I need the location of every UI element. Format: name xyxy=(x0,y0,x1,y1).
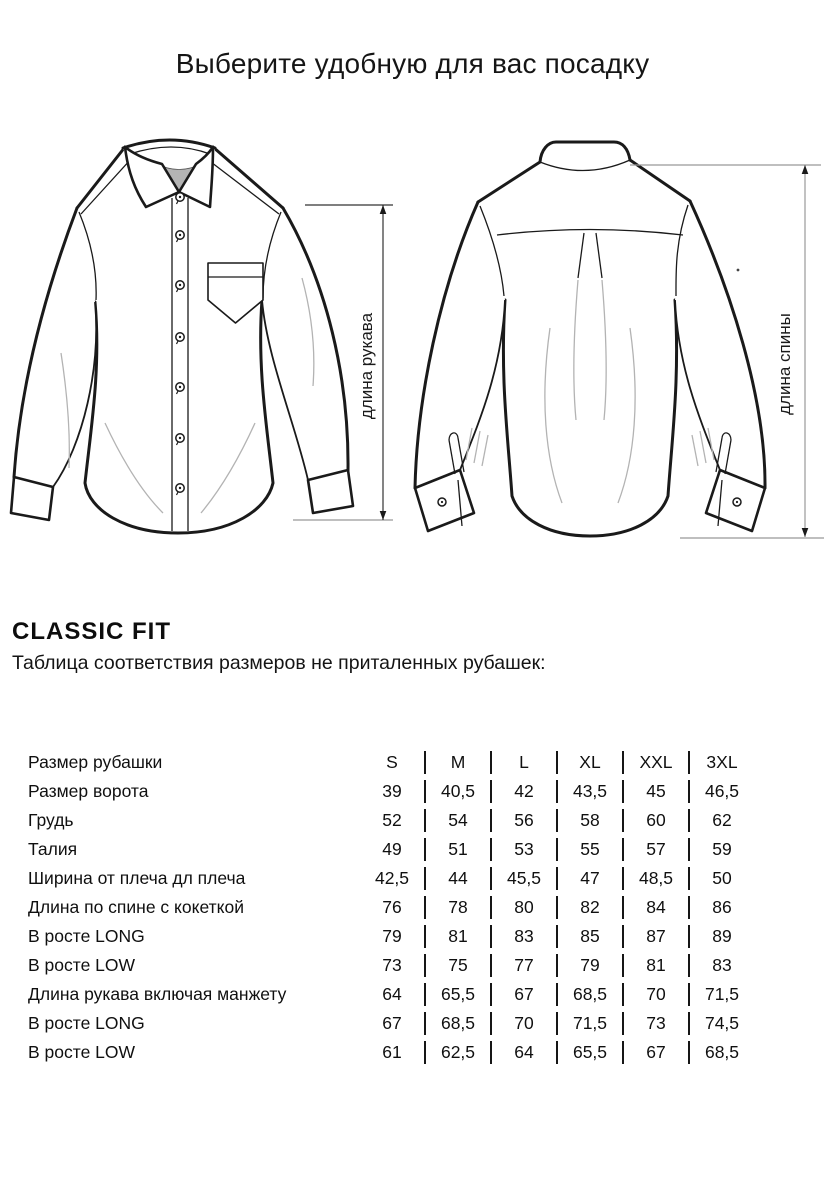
shirt-front-drawing xyxy=(5,128,400,578)
page-title: Выберите удобную для вас посадку xyxy=(175,48,650,79)
size-value-cell: 86 xyxy=(689,893,755,922)
stray-dot xyxy=(737,269,740,272)
size-value-cell: 50 xyxy=(689,864,755,893)
back-length-label: длина спины xyxy=(775,313,794,415)
size-value-cell: 60 xyxy=(623,806,689,835)
size-value-cell: 84 xyxy=(623,893,689,922)
size-value-cell: 55 xyxy=(557,835,623,864)
row-label: Талия xyxy=(28,839,78,859)
row-label: В росте LONG xyxy=(28,926,145,946)
front-left-sleeve xyxy=(11,208,96,520)
size-value-cell: 61 xyxy=(382,1042,402,1062)
size-table-row xyxy=(0,1038,755,1067)
size-column-header: S xyxy=(386,752,398,772)
size-value-cell: 82 xyxy=(557,893,623,922)
size-value-cell: 53 xyxy=(491,835,557,864)
fit-heading: CLASSIC FIT xyxy=(12,618,171,645)
size-value-cell: 42,5 xyxy=(374,868,410,888)
size-value-cell: 80 xyxy=(491,893,557,922)
size-value-cell: 58 xyxy=(557,806,623,835)
size-value-cell: 77 xyxy=(491,951,557,980)
size-value-cell: 68,5 xyxy=(557,980,623,1009)
size-value-cell: 62,5 xyxy=(425,1038,491,1067)
size-value-cell: 89 xyxy=(689,922,755,951)
size-value-cell: 45 xyxy=(623,777,689,806)
size-value-cell: 40,5 xyxy=(425,777,491,806)
size-column-header: XL xyxy=(557,748,623,777)
row-label: Ширина от плеча дл плеча xyxy=(28,868,246,888)
size-value-cell: 83 xyxy=(491,922,557,951)
size-value-cell: 73 xyxy=(623,1009,689,1038)
size-value-cell: 59 xyxy=(689,835,755,864)
front-right-sleeve xyxy=(262,208,353,513)
shirt-front-svg xyxy=(5,128,400,573)
size-value-cell: 87 xyxy=(623,922,689,951)
size-value-cell: 75 xyxy=(425,951,491,980)
back-right-sleeve xyxy=(675,201,765,531)
size-value-cell: 68,5 xyxy=(689,1038,755,1067)
size-value-cell: 79 xyxy=(557,951,623,980)
size-value-cell: 85 xyxy=(557,922,623,951)
shirt-back-drawing xyxy=(400,128,825,578)
size-value-cell: 67 xyxy=(491,980,557,1009)
size-value-cell: 81 xyxy=(623,951,689,980)
size-table-row xyxy=(0,835,755,864)
size-value-cell: 42 xyxy=(491,777,557,806)
size-value-cell: 39 xyxy=(382,781,402,801)
size-value-cell: 46,5 xyxy=(689,777,755,806)
size-value-cell: 52 xyxy=(382,810,402,830)
size-table-row xyxy=(0,1009,755,1038)
size-value-cell: 70 xyxy=(491,1009,557,1038)
size-value-cell: 57 xyxy=(623,835,689,864)
size-table-row xyxy=(0,777,755,806)
size-table-row xyxy=(0,864,755,893)
row-label: Размер ворота xyxy=(28,781,149,801)
size-value-cell: 49 xyxy=(382,839,402,859)
size-value-cell: 83 xyxy=(689,951,755,980)
size-table-body xyxy=(0,748,755,1067)
size-value-cell: 71,5 xyxy=(689,980,755,1009)
size-value-cell: 48,5 xyxy=(623,864,689,893)
size-value-cell: 67 xyxy=(623,1038,689,1067)
table-caption: Таблица соответствия размеров не приталенных рубашек: xyxy=(12,652,546,674)
size-value-cell: 74,5 xyxy=(689,1009,755,1038)
size-value-cell: 78 xyxy=(425,893,491,922)
size-value-cell: 67 xyxy=(382,1013,402,1033)
size-value-cell: 64 xyxy=(491,1038,557,1067)
row-label: Длина рукава включая манжету xyxy=(28,984,287,1004)
size-value-cell: 73 xyxy=(382,955,402,975)
size-table-row xyxy=(0,893,755,922)
size-table-row xyxy=(0,922,755,951)
size-value-cell: 81 xyxy=(425,922,491,951)
row-label: В росте LOW xyxy=(28,1042,136,1062)
size-column-header: M xyxy=(425,748,491,777)
size-table-row xyxy=(0,806,755,835)
size-value-cell: 68,5 xyxy=(425,1009,491,1038)
size-value-cell: 70 xyxy=(623,980,689,1009)
sleeve-length-label: длина рукава xyxy=(357,312,376,420)
size-value-cell: 45,5 xyxy=(491,864,557,893)
size-value-cell: 65,5 xyxy=(557,1038,623,1067)
row-label: Грудь xyxy=(28,810,74,830)
size-column-header: 3XL xyxy=(689,748,755,777)
size-table xyxy=(0,748,755,1067)
size-value-cell: 76 xyxy=(382,897,402,917)
size-table-header-row xyxy=(0,748,755,777)
size-value-cell: 51 xyxy=(425,835,491,864)
size-value-cell: 47 xyxy=(557,864,623,893)
size-table-row xyxy=(0,980,755,1009)
size-value-cell: 64 xyxy=(382,984,402,1004)
size-value-cell: 79 xyxy=(382,926,402,946)
row-label: В росте LOW xyxy=(28,955,136,975)
size-value-cell: 44 xyxy=(425,864,491,893)
size-value-cell: 65,5 xyxy=(425,980,491,1009)
size-value-cell: 62 xyxy=(689,806,755,835)
size-column-header: XXL xyxy=(623,748,689,777)
size-table-row xyxy=(0,951,755,980)
shirt-back-svg xyxy=(400,128,825,573)
back-left-sleeve xyxy=(415,202,505,531)
row-label: Длина по спине с кокеткой xyxy=(28,897,245,917)
row-label: В росте LONG xyxy=(28,1013,145,1033)
size-value-cell: 54 xyxy=(425,806,491,835)
size-table-header-label: Размер рубашки xyxy=(28,752,163,772)
size-value-cell: 43,5 xyxy=(557,777,623,806)
size-value-cell: 56 xyxy=(491,806,557,835)
size-column-header: L xyxy=(491,748,557,777)
size-value-cell: 71,5 xyxy=(557,1009,623,1038)
